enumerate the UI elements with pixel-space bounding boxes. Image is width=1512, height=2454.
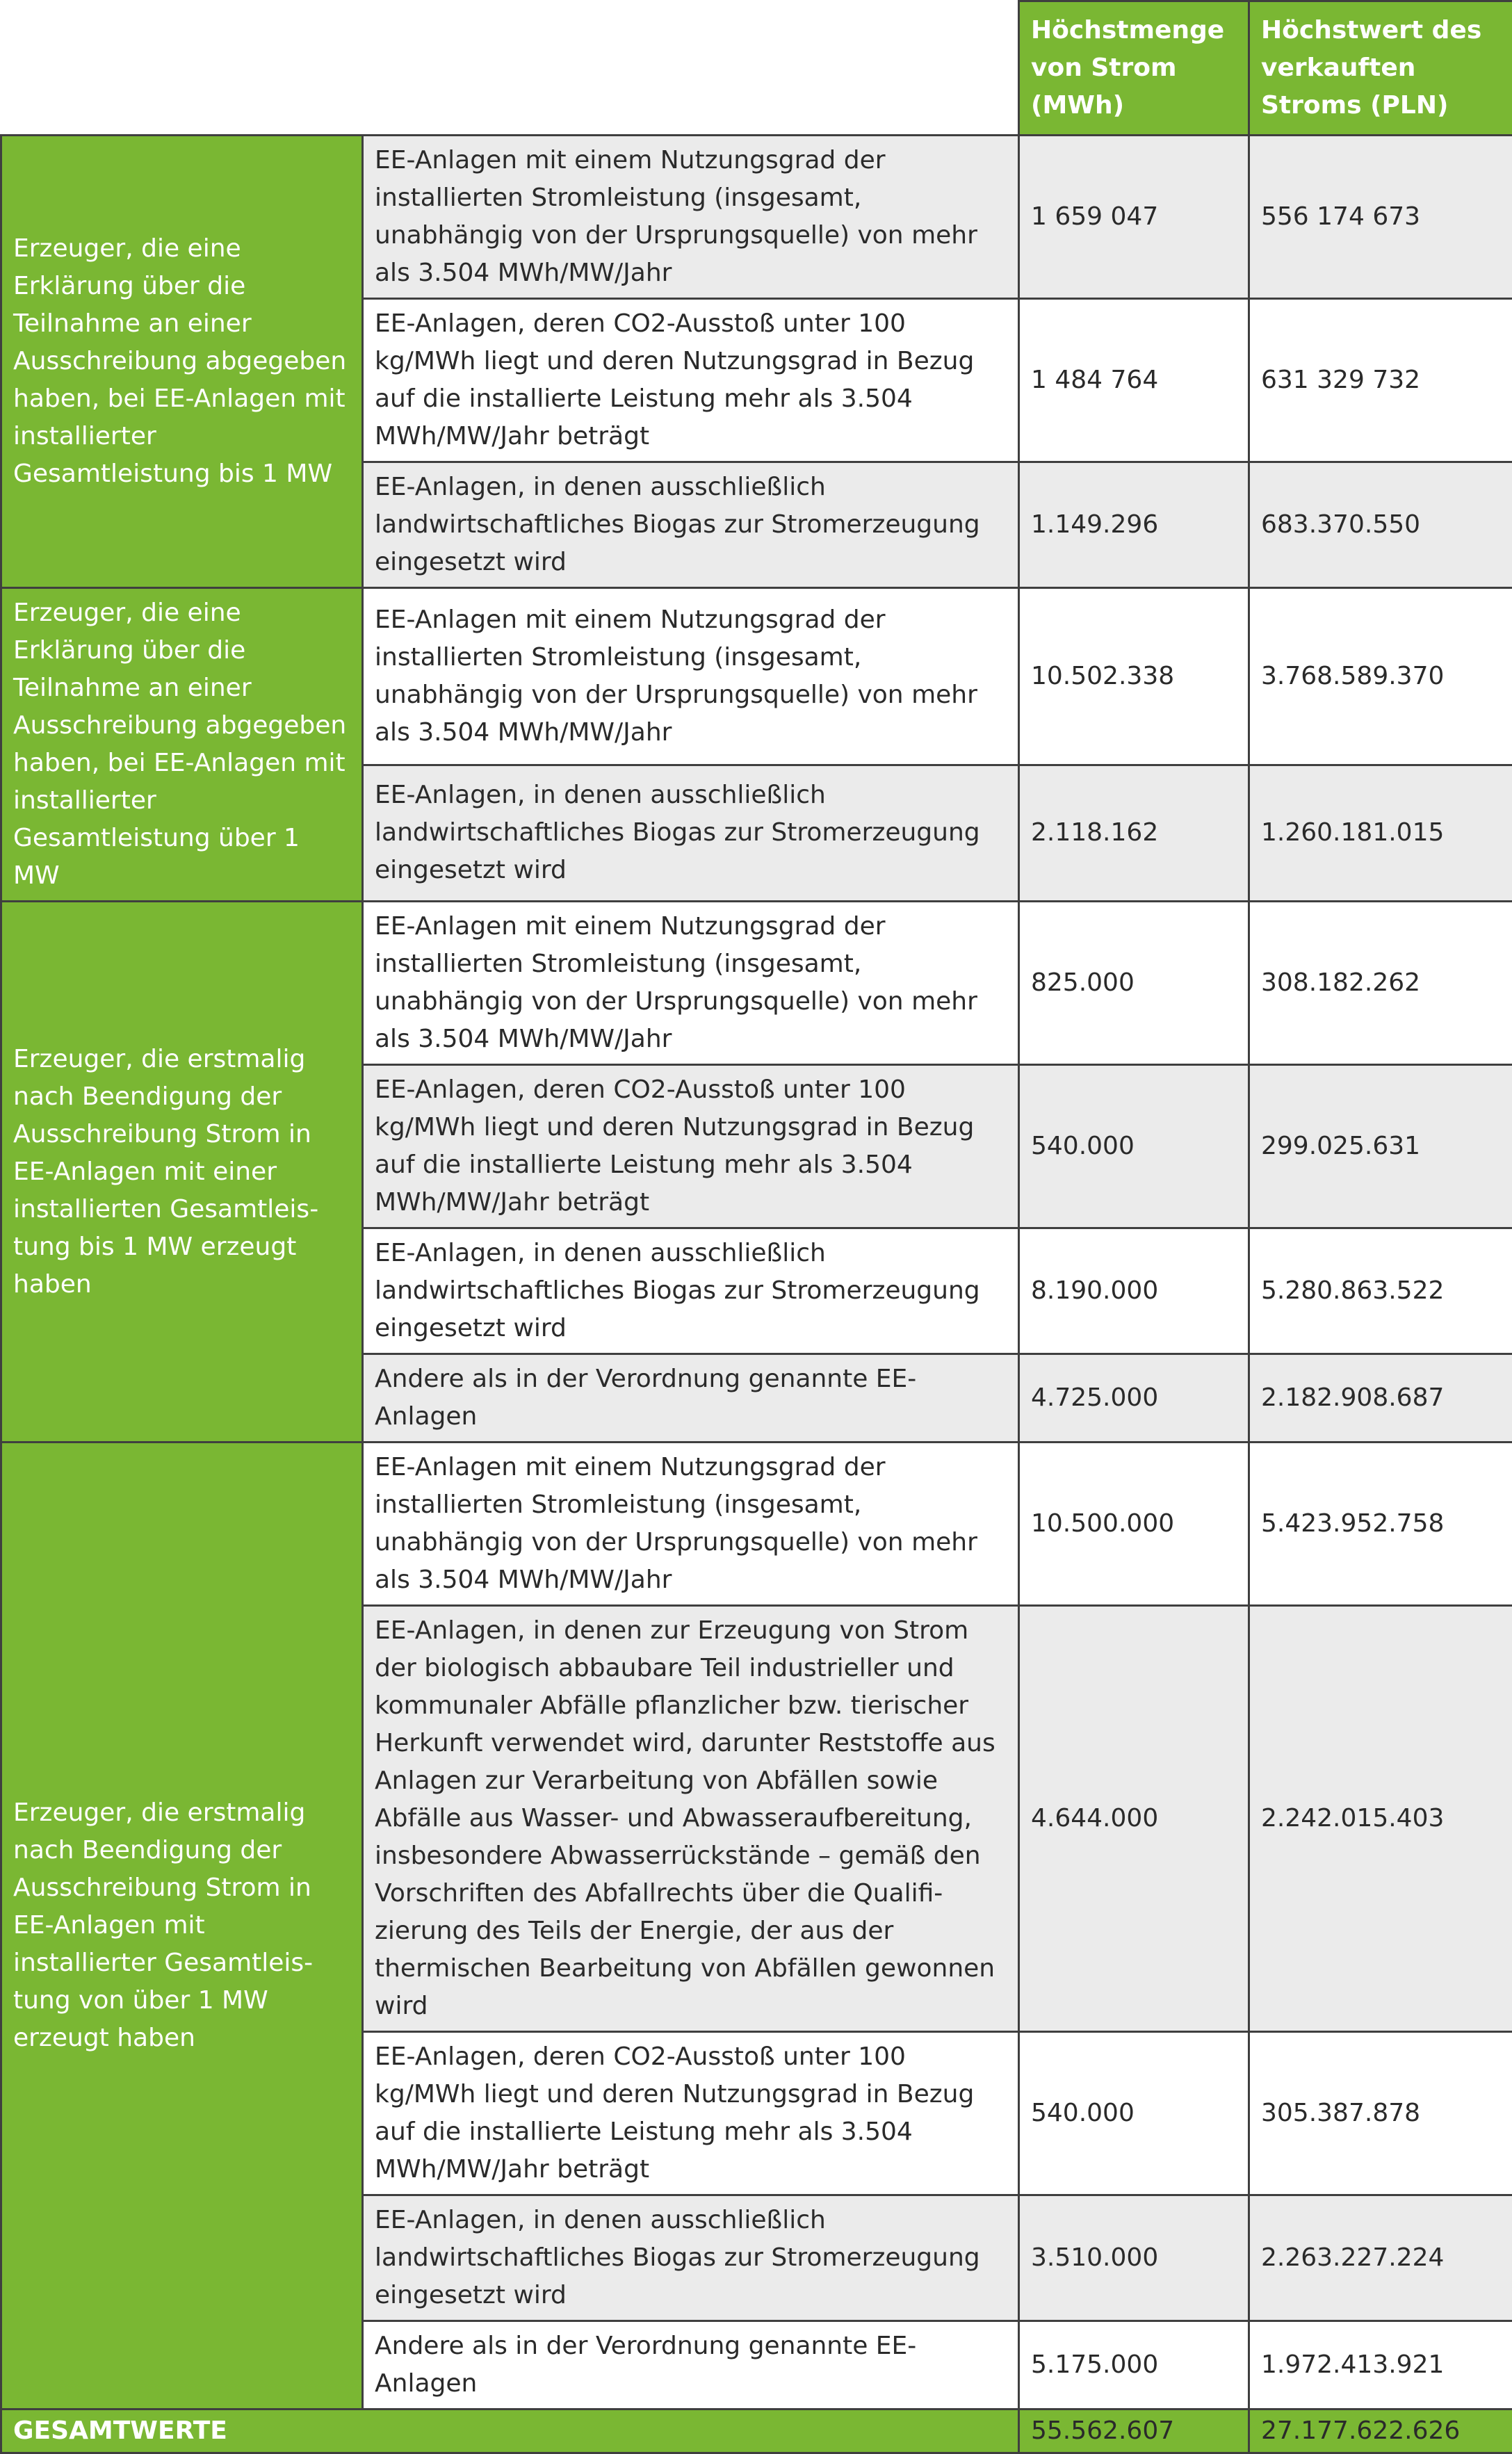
max-value-cell: 308.182.262 [1249,902,1512,1065]
category-cell: Erzeuger, die erstmalig nach Beendigung der Ausschreibung Strom in EE-Anlagen mit installierter Gesamtleistung von über 1 MW erzeugt haben [1,1443,363,2410]
description-cell: EE-Anlagen, in denen ausschließlich landwirtschaftliches Biogas zur Stromerzeugung eingesetzt wird [363,2195,1019,2321]
max-energy-cell: 4.725.000 [1019,1354,1249,1443]
category-cell: Erzeuger, die eine Erklärung über die Teilnahme an einer Ausschreibung abgegeben haben, bei EE-Anlagen mit installierter Gesamtleistung bis 1 MW [1,136,363,588]
description-cell: EE-Anlagen mit einem Nutzungsgrad der installierten Stromleistung (insgesamt, unabhängig von der Ursprungsquelle) von mehr als 3.504 MWh/MW/Jahr [363,902,1019,1065]
table-row [1,136,1512,299]
max-value-cell: 2.182.908.687 [1249,1354,1512,1443]
max-value-cell: 556 174 673 [1249,136,1512,299]
table-body [1,136,1512,2453]
max-energy-cell: 540.000 [1019,1065,1249,1228]
max-energy-cell: 1 659 047 [1019,136,1249,299]
header-empty-cell [363,1,1019,136]
max-value-cell: 1.260.181.015 [1249,765,1512,901]
description-cell: EE-Anlagen, deren CO2-Ausstoß unter 100 kg/MWh liegt und deren Nutzungsgrad in Bezug auf die installierte Leistung mehr als 3.504 MWh/MW/Jahr beträgt [363,299,1019,462]
description-cell: EE-Anlagen, deren CO2-Ausstoß unter 100 kg/MWh liegt und deren Nutzungsgrad in Bezug auf die installierte Leistung mehr als 3.504 MWh/MW/Jahr beträgt [363,1065,1019,1228]
max-value-cell: 2.263.227.224 [1249,2195,1512,2321]
description-cell: EE-Anlagen mit einem Nutzungsgrad der installierten Stromleistung (insgesamt, unabhängig von der Ursprungsquelle) von mehr als 3.504 MWh/MW/Jahr [363,588,1019,765]
table-row [1,1443,1512,1606]
total-max-value: 27.177.622.626 [1249,2410,1512,2453]
max-energy-cell: 2.118.162 [1019,765,1249,901]
max-energy-cell: 4.644.000 [1019,1606,1249,2032]
category-cell: Erzeuger, die erstmalig nach Beendigung der Ausschreibung Strom in EE-Anlagen mit einer installierten Gesamtleistung bis 1 MW erzeugt haben [1,902,363,1443]
max-value-cell: 5.423.952.758 [1249,1443,1512,1606]
max-energy-cell: 8.190.000 [1019,1228,1249,1354]
max-value-cell: 683.370.550 [1249,462,1512,588]
table-row [1,588,1512,765]
total-label: GESAMTWERTE [1,2410,1019,2453]
max-value-cell: 5.280.863.522 [1249,1228,1512,1354]
max-value-cell: 3.768.589.370 [1249,588,1512,765]
description-cell: EE-Anlagen, in denen zur Erzeugung von Strom der biologisch abbaubare Teil industrieller und kommunaler Abfälle pflanzlicher bzw. tierischer Herkunft verwendet wird, darunter Reststoffe aus Anlagen zur Verarbeitung von Abfällen sowie Abfälle aus Wasser- und Abwasseraufbereitung, insbesondere Abwasserrückstände – gemäß den Vorschriften des Abfallrechts über die Qualifizierung des Teils der Energie, der aus der thermischen Bearbeitung von Abfällen gewonnen wird [363,1606,1019,2032]
max-energy-cell: 1.149.296 [1019,462,1249,588]
max-energy-cell: 5.175.000 [1019,2321,1249,2410]
max-energy-cell: 1 484 764 [1019,299,1249,462]
description-cell: Andere als in der Verordnung genannte EE-Anlagen [363,1354,1019,1443]
max-value-cell: 299.025.631 [1249,1065,1512,1228]
category-cell: Erzeuger, die eine Erklärung über die Teilnahme an einer Ausschreibung abgegeben haben, bei EE-Anlagen mit installierter Gesamtleistung über 1 MW [1,588,363,902]
column-header-max-value: Höchstwert des verkauften Stroms (PLN) [1249,1,1512,136]
description-cell: EE-Anlagen, in denen ausschließlich landwirtschaftliches Biogas zur Stromerzeugung eingesetzt wird [363,765,1019,901]
description-cell: EE-Anlagen, deren CO2-Ausstoß unter 100 kg/MWh liegt und deren Nutzungsgrad in Bezug auf die installierte Leistung mehr als 3.504 MWh/MW/Jahr beträgt [363,2032,1019,2195]
max-value-cell: 2.242.015.403 [1249,1606,1512,2032]
max-value-cell: 1.972.413.921 [1249,2321,1512,2410]
max-value-cell: 305.387.878 [1249,2032,1512,2195]
total-max-energy: 55.562.607 [1019,2410,1249,2453]
table-row [1,902,1512,1065]
description-cell: EE-Anlagen mit einem Nutzungsgrad der installierten Stromleistung (insgesamt, unabhängig von der Ursprungsquelle) von mehr als 3.504 MWh/MW/Jahr [363,136,1019,299]
description-cell: EE-Anlagen, in denen ausschließlich landwirtschaftliches Biogas zur Stromerzeugung eingesetzt wird [363,462,1019,588]
max-energy-cell: 10.500.000 [1019,1443,1249,1606]
header-row [1,1,1512,136]
max-value-cell: 631 329 732 [1249,299,1512,462]
description-cell: Andere als in der Verordnung genannte EE-Anlagen [363,2321,1019,2410]
description-cell: EE-Anlagen mit einem Nutzungsgrad der installierten Stromleistung (insgesamt, unabhängig von der Ursprungsquelle) von mehr als 3.504 MWh/MW/Jahr [363,1443,1019,1606]
column-header-max-energy: Höchstmenge von Strom (MWh) [1019,1,1249,136]
description-cell: EE-Anlagen, in denen ausschließlich landwirtschaftliches Biogas zur Stromerzeugung eingesetzt wird [363,1228,1019,1354]
max-energy-cell: 10.502.338 [1019,588,1249,765]
max-energy-cell: 825.000 [1019,902,1249,1065]
total-row [1,2410,1512,2453]
max-energy-cell: 3.510.000 [1019,2195,1249,2321]
max-energy-cell: 540.000 [1019,2032,1249,2195]
header-empty-cell [1,1,363,136]
